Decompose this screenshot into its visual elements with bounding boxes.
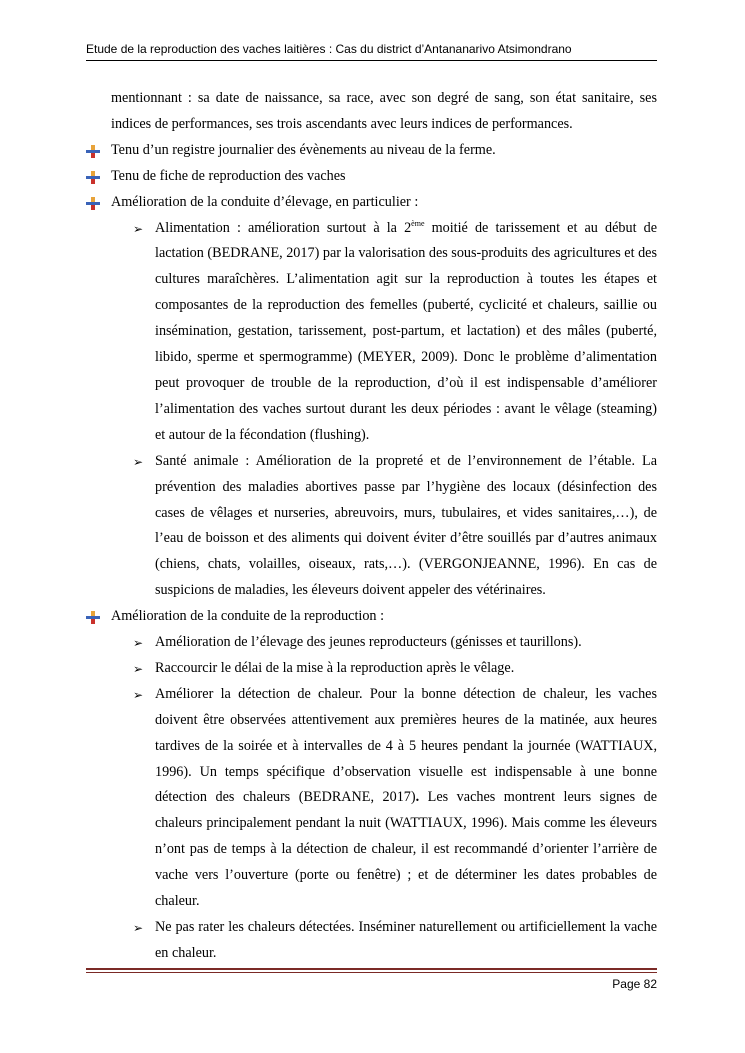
pushpin-icon (86, 611, 100, 624)
bullet-text: Tenu de fiche de reproduction des vaches (111, 167, 346, 184)
bullet-text: Amélioration de la conduite de la reproduction : (111, 608, 385, 625)
intro-paragraph: mentionnant : sa date de naissance, sa race, avec son degré de sang, son état sanitaire, ses indices de performances, ses trois ascendants avec leurs indices de performances. (111, 90, 657, 132)
arrow-bullet-icon: ➢ (133, 921, 144, 935)
detection-bold-period: . (415, 789, 420, 806)
arrow-bullet-icon: ➢ (133, 454, 144, 469)
bullet-registre (86, 138, 657, 164)
jeunes-text: Amélioration de l’élevage des jeunes reproducteurs (génisses et taurillons). (155, 634, 582, 651)
bullet-text: Tenu d’un registre journalier des évènements au niveau de la ferme. (111, 141, 496, 158)
rater-text: Ne pas rater les chaleurs détectées. Inséminer naturellement ou artificiellement la vache en chaleur. (155, 919, 657, 961)
bullet-conduite-elevage (86, 190, 657, 216)
footer-rule-thin (86, 972, 657, 973)
alimentation-text-rest: moitié de tarissement et au début de lactation (BEDRANE, 2017) par la valorisation des sous-produits des agricultures et des cultures maraîchères. L’alimentation agit sur la reproduction à toutes les étapes et composantes de la reproduction des femelles (puberté, cyclicité et chaleurs, saillie ou insémination, gestation, tarissement, post-partum, et lactation) et des mâles (puberté, libido, sperme et spermogramme) (MEYER, 2009). Donc le problème d’alimentation peut provoquer de trouble de la reproduction, d’où il est indispensable d’améliorer l’alimentation des vaches surtout durant les deux périodes : avant le vêlage (steaming) et autour de la fécondation (flushing). (155, 219, 658, 443)
subbullet-rater (86, 915, 657, 967)
pushpin-icon (86, 171, 100, 184)
bullet-text: Amélioration de la conduite d’élevage, en particulier : (111, 193, 419, 210)
alimentation-text-start: Alimentation : amélioration surtout à la 2 (155, 219, 412, 236)
arrow-bullet-icon: ➢ (133, 661, 144, 676)
arrow-bullet-icon: ➢ (133, 636, 144, 651)
arrow-bullet-icon: ➢ (133, 221, 144, 236)
pushpin-icon (86, 145, 100, 158)
footer-rule-thick (86, 968, 657, 970)
subbullet-detection (86, 682, 657, 915)
subbullet-alimentation (86, 216, 657, 449)
arrow-bullet-icon: ➢ (133, 687, 144, 702)
superscript-eme: ème (411, 218, 425, 228)
sante-text: Santé animale : Amélioration de la propreté et de l’environnement de l’étable. La prévention des maladies abortives passe par l’hygiène des locaux (désinfection des cases de vêlages et nurseries, abreuvoirs, murs, tubulaires, et vides sanitaires,…), de l’eau de boisson et des aliments qui doivent éviter d’être souillés par d’autres animaux (chiens, chats, volailles, oiseaux, rats,…). (VERGONJEANNE, 1996). En cas de suspicions de maladies, les éleveurs doivent appeler des vétérinaires. (155, 452, 657, 599)
detection-text-b: Les vaches montrent leurs signes de chaleurs principalement pendant la nuit (WATTIAUX, 1996). Mais comme les éleveurs n’ont pas de temps à la détection de chaleur, il est recommandé d’orienter l’arrière de vache vers l’ouverture (porte ou fenêtre) ; et de déterminer les dates probables de chaleur. (155, 789, 657, 910)
page-body (86, 86, 657, 967)
subbullet-jeunes (86, 630, 657, 656)
subbullet-delai (86, 656, 657, 682)
page-number: Page 82 (612, 977, 657, 991)
pushpin-icon (86, 197, 100, 210)
bullet-fiche (86, 164, 657, 190)
running-header: Etude de la reproduction des vaches laitières : Cas du district d’Antananarivo Atsimondrano (86, 42, 657, 61)
delai-text: Raccourcir le délai de la mise à la reproduction après le vêlage. (155, 659, 515, 676)
bullet-conduite-repro (86, 604, 657, 630)
detection-text-a: Améliorer la détection de chaleur. Pour la bonne détection de chaleur, les vaches doivent être observées attentivement aux premières heures de la matinée, aux heures tardives de la soirée et à intervalles de 4 à 5 heures pendant la journée (WATTIAUX, 1996). Un temps spécifique d’observation visuelle est indispensable à une bonne détection des chaleurs (BEDRANE, 2017) (155, 685, 657, 806)
subbullet-sante (86, 449, 657, 604)
